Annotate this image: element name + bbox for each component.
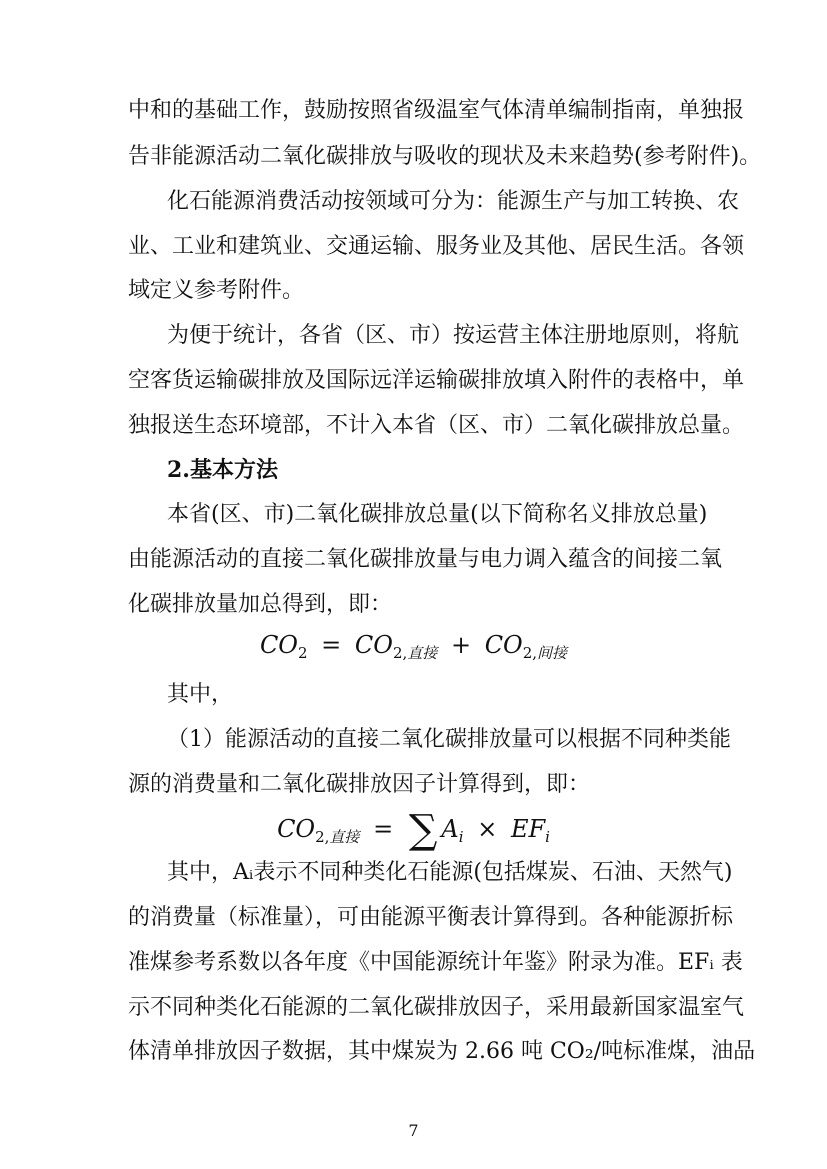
text-line: 告非能源活动二氧化碳排放与吸收的现状及未来趋势(参考附件)。 <box>128 144 762 169</box>
text-line: 空客货运输碳排放及国际远洋运输碳排放填入附件的表格中，单 <box>128 368 745 393</box>
formula-subscript: i <box>458 828 464 846</box>
formula-term: A <box>441 815 459 843</box>
page-number: 7 <box>408 1121 419 1140</box>
text-line: 体清单排放因子数据，其中煤炭为 2.66 吨 CO₂/吨标准煤，油品 <box>128 1039 756 1064</box>
text-line: 本省(区、市)二氧化碳排放总量(以下简称名义排放总量) <box>167 502 708 527</box>
text-line: 中和的基础工作，鼓励按照省级温室气体清单编制指南，单独报 <box>128 98 745 123</box>
formula-operator: × <box>477 815 498 843</box>
text-line: （1）能源活动的直接二氧化碳排放量可以根据不同种类能 <box>167 727 731 752</box>
text-line: 为便于统计，各省（区、市）按运营主体注册地原则，将航 <box>167 323 740 348</box>
text-line: 示不同种类化石能源的二氧化碳排放因子，采用最新国家温室气 <box>128 995 745 1020</box>
text-line: 独报送生态环境部，不计入本省（区、市）二氧化碳排放总量。 <box>128 413 745 438</box>
formula-term: CO <box>277 815 316 843</box>
summation-symbol: ∑ <box>408 807 438 853</box>
text-line: 化碳排放量加总得到，即： <box>128 592 393 617</box>
formula-subscript: 2 <box>297 644 308 662</box>
formula-term: CO <box>354 631 393 659</box>
section-heading: 2.基本方法 <box>167 457 278 483</box>
text-line: 化石能源消费活动按领域可分为：能源生产与加工转换、农 <box>167 189 740 214</box>
formula-total-emissions <box>0 628 827 670</box>
text-line: 由能源活动的直接二氧化碳排放量与电力调入蕴含的间接二氧 <box>128 547 723 572</box>
text-line: 域定义参考附件。 <box>128 278 305 303</box>
text-line: 业、工业和建筑业、交通运输、服务业及其他、居民生活。各领 <box>128 234 745 259</box>
text-line: 准煤参考系数以各年度《中国能源统计年鉴》附录为准。EFᵢ 表 <box>128 950 743 975</box>
formula-term: CO <box>259 631 298 659</box>
formula-subscript: i <box>545 828 550 846</box>
formula-subscript: 2, <box>392 644 408 662</box>
text-line: 源的消费量和二氧化碳排放因子计算得到，即： <box>128 772 591 797</box>
formula-subscript-label: 直接 <box>407 644 438 662</box>
text-line: 的消费量（标准量），可由能源平衡表计算得到。各种能源折标 <box>128 905 734 930</box>
formula-direct-emissions <box>0 807 827 854</box>
text-line: 其中， <box>167 682 234 707</box>
formula-operator: + <box>450 631 472 659</box>
formula-term: CO <box>484 631 523 659</box>
formula-operator: = <box>321 631 342 659</box>
formula-term: EF <box>510 815 546 843</box>
formula-operator: = <box>373 815 394 843</box>
formula-subscript-label: 间接 <box>537 644 568 662</box>
text-line: 其中，Aᵢ表示不同种类化石能源(包括煤炭、石油、天然气) <box>167 860 733 885</box>
formula-subscript: 2, <box>315 828 330 846</box>
formula-subscript: 2, <box>522 644 538 662</box>
formula-subscript-label: 直接 <box>329 828 360 846</box>
